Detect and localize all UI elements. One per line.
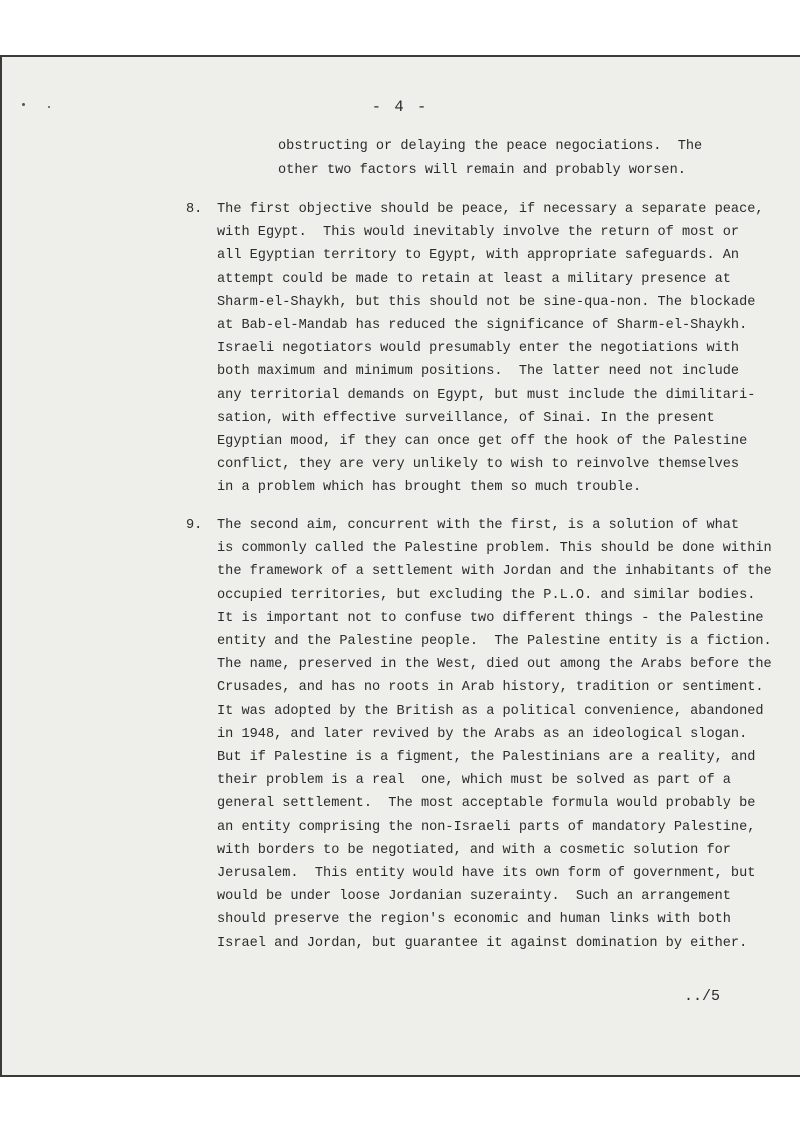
text-line: any territorial demands on Egypt, but must include the dimilitari- <box>217 388 756 403</box>
paragraph-number: 9. <box>186 518 203 533</box>
text-line: entity and the Palestine people. The Palestine entity is a fiction. <box>217 634 772 649</box>
text-line: general settlement. The most acceptable formula would probably be <box>217 796 756 811</box>
text-line: Crusades, and has no roots in Arab history, tradition or sentiment. <box>217 680 764 695</box>
text-line: But if Palestine is a figment, the Palestinians are a reality, and <box>217 750 756 765</box>
text-line: in 1948, and later revived by the Arabs as an ideological slogan. <box>217 727 748 742</box>
text-line: their problem is a real one, which must be solved as part of a <box>217 773 731 788</box>
next-page-reference: ../5 <box>684 988 721 1005</box>
text-line: The first objective should be peace, if necessary a separate peace, <box>217 202 764 217</box>
text-line: at Bab-el-Mandab has reduced the significance of Sharm-el-Shaykh. <box>217 318 748 333</box>
text-line: all Egyptian territory to Egypt, with appropriate safeguards. An <box>217 248 740 263</box>
text-line: Egyptian mood, if they can once get off the hook of the Palestine <box>217 434 748 449</box>
text-line: in a problem which has brought them so much trouble. <box>217 480 642 495</box>
text-line: with borders to be negotiated, and with a cosmetic solution for <box>217 843 731 858</box>
paragraph-number: 8. <box>186 202 203 217</box>
text-line: It is important not to confuse two different things - the Palestine <box>217 611 764 626</box>
text-line: Israeli negotiators would presumably enter the negotiations with <box>217 341 740 356</box>
text-line: occupied territories, but excluding the P.L.O. and similar bodies. <box>217 588 756 603</box>
text-line: is commonly called the Palestine problem. This should be done within <box>217 541 772 556</box>
text-line: Sharm-el-Shaykh, but this should not be sine-qua-non. The blockade <box>217 295 756 310</box>
text-line: It was adopted by the British as a political convenience, abandoned <box>217 704 764 719</box>
text-line: Jerusalem. This entity would have its own form of government, but <box>217 866 756 881</box>
text-line: the framework of a settlement with Jordan and the inhabitants of the <box>217 564 772 579</box>
text-line: Israel and Jordan, but guarantee it against domination by either. <box>217 936 748 951</box>
text-line: should preserve the region's economic and human links with both <box>217 912 731 927</box>
text-line: obstructing or delaying the peace negociations. The <box>278 139 703 154</box>
text-line: an entity comprising the non-Israeli parts of mandatory Palestine, <box>217 820 756 835</box>
text-line: both maximum and minimum positions. The latter need not include <box>217 364 740 379</box>
text-line: sation, with effective surveillance, of Sinai. In the present <box>217 411 715 426</box>
text-line: conflict, they are very unlikely to wish to reinvolve themselves <box>217 457 740 472</box>
text-line: The second aim, concurrent with the first, is a solution of what <box>217 518 740 533</box>
text-line: would be under loose Jordanian suzerainty. Such an arrangement <box>217 889 731 904</box>
page-number: - 4 - <box>371 98 429 116</box>
text-line: with Egypt. This would inevitably involve the return of most or <box>217 225 740 240</box>
text-line: The name, preserved in the West, died out among the Arabs before the <box>217 657 772 672</box>
text-line: attempt could be made to retain at least a military presence at <box>217 272 731 287</box>
text-line: other two factors will remain and probably worsen. <box>278 163 686 178</box>
